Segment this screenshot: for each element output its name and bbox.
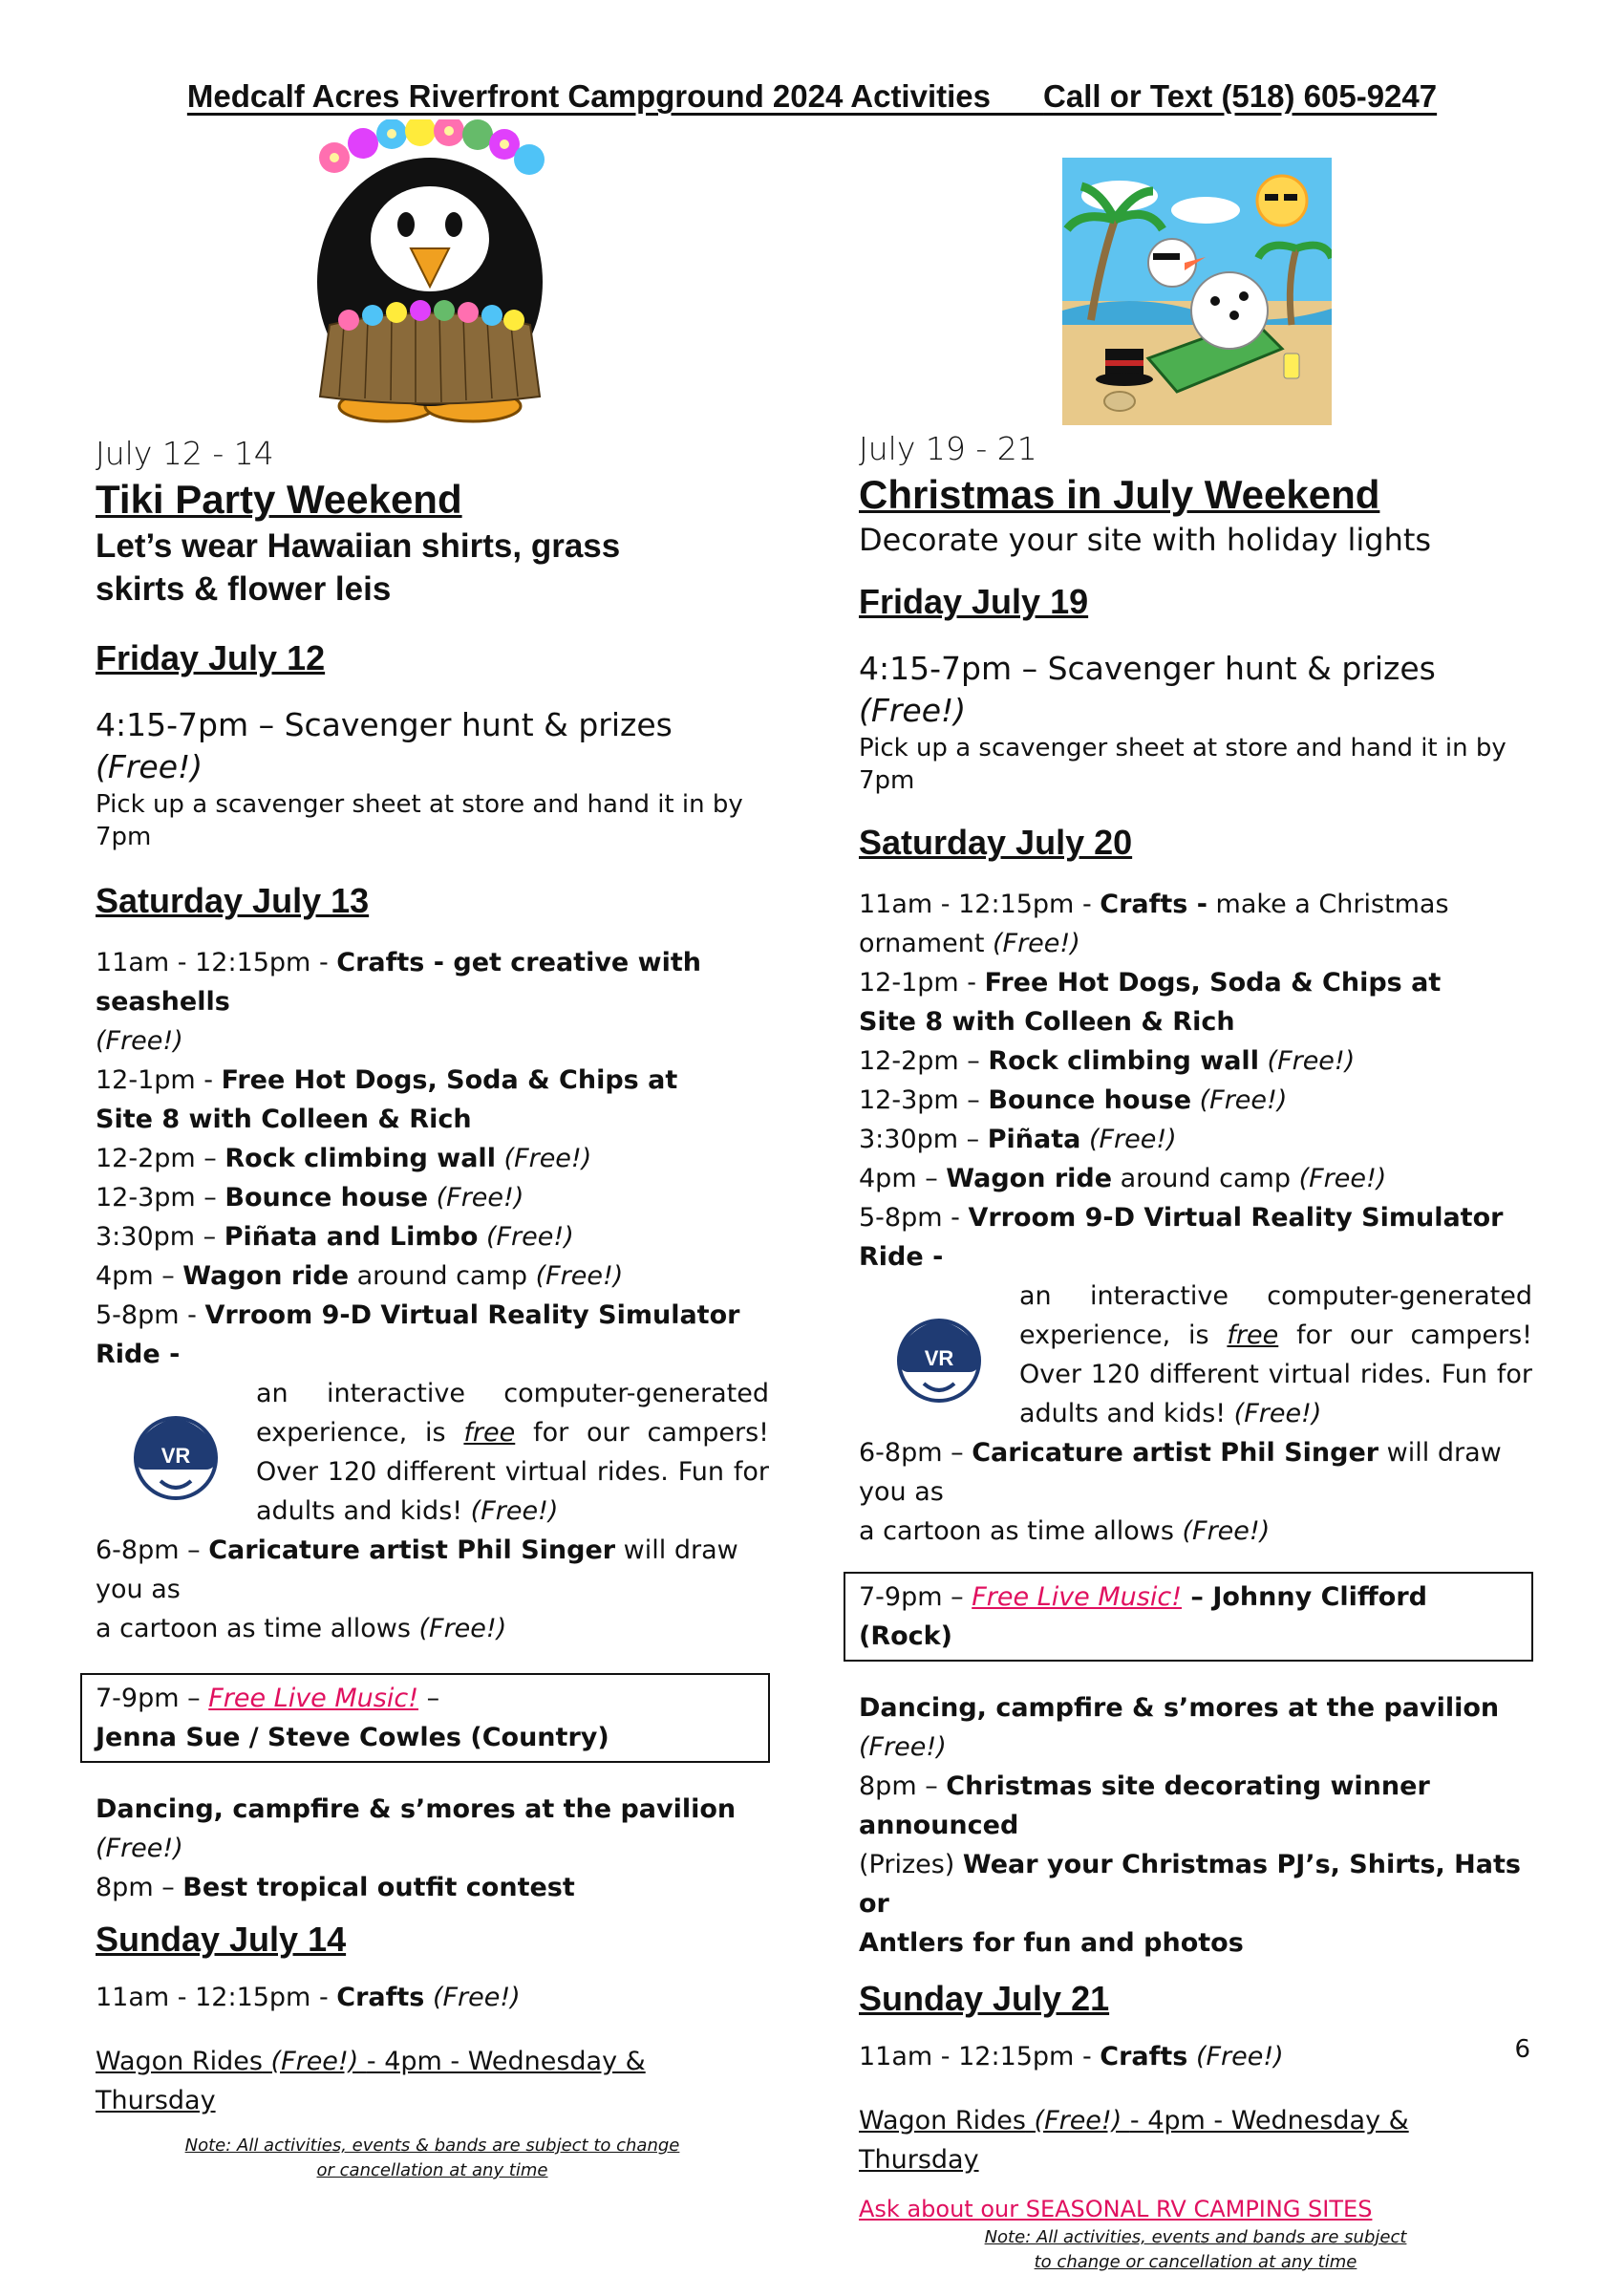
list-item: ornament (Free!) <box>859 929 1080 958</box>
seasonal-rv-sites-link[interactable]: Ask about our SEASONAL RV CAMPING SITES <box>859 2196 1373 2222</box>
left-sunday-crafts: 11am - 12:15pm - Crafts (Free!) <box>96 1983 521 2012</box>
right-friday-note: Pick up a scavenger sheet at store and hand it in by 7pm <box>859 734 1506 795</box>
page-number: 6 <box>1514 2035 1530 2064</box>
left-friday-note: Pick up a scavenger sheet at store and hand it in by 7pm <box>96 790 743 851</box>
list-item: 5-8pm - Vrroom 9-D Virtual Reality Simulator Ride - <box>96 1300 740 1369</box>
vr-block <box>96 1374 769 1531</box>
left-tagline-2: skirts & flower leis <box>96 570 392 608</box>
left-theme-title: Tiki Party Weekend <box>96 477 462 522</box>
right-note-line-2: to change or cancellation at any time <box>1034 2252 1357 2272</box>
list-item: 12-1pm - Free Hot Dogs, Soda & Chips at <box>96 1065 678 1095</box>
right-friday-activity: 4:15-7pm – Scavenger hunt & prizes (Free!) <box>859 650 1436 729</box>
left-column <box>96 435 769 2183</box>
svg-text:VR: VR <box>924 1345 954 1370</box>
free-live-music-link[interactable]: Free Live Music! <box>972 1582 1183 1612</box>
left-friday-activity: 4:15-7pm – Scavenger hunt & prizes (Free!) <box>96 706 673 785</box>
right-christmas-winner: 8pm – Christmas site decorating winner announced <box>859 1771 1430 1840</box>
list-item: 6-8pm – Caricature artist Phil Singer will draw you as <box>859 1438 1502 1507</box>
left-sunday-heading: Sunday July 14 <box>96 1920 347 1959</box>
left-friday-heading: Friday July 12 <box>96 638 326 677</box>
list-item: 12-3pm – Bounce house (Free!) <box>96 1183 524 1213</box>
header-title: Medcalf Acres Riverfront Campground 2024 Activities <box>186 78 991 114</box>
vr-description: an interactive computer-generated experience, is free for our campers! Over 120 different virtual rides. Fun for adults and kids! (Free!) <box>1019 1281 1532 1428</box>
list-item: 12-2pm – Rock climbing wall (Free!) <box>859 1046 1356 1076</box>
right-friday-heading: Friday July 19 <box>859 582 1089 621</box>
vr-headset-icon <box>891 1305 987 1406</box>
beach-snowman-illustration <box>1062 158 1332 429</box>
list-item: 11am - 12:15pm - Crafts - get creative with seashells <box>96 948 701 1017</box>
left-tagline-1: Let’s wear Hawaiian shirts, grass <box>96 527 621 565</box>
list-item: Site 8 with Colleen & Rich <box>96 1105 472 1134</box>
right-note-line-1: Note: All activities, events and bands are subject <box>984 2227 1407 2247</box>
list-item: 4pm – Wagon ride around camp (Free!) <box>859 1164 1387 1193</box>
list-item: a cartoon as time allows (Free!) <box>859 1516 1271 1546</box>
vr-description: an interactive computer-generated experience, is free for our campers! Over 120 different virtual rides. Fun for adults and kids! (Free!) <box>256 1379 769 1526</box>
list-item: (Free!) <box>96 1026 183 1056</box>
list-item: 12-2pm – Rock climbing wall (Free!) <box>96 1144 592 1173</box>
left-note-line-1: Note: All activities, events & bands are subject to change <box>184 2135 680 2156</box>
svg-text:VR: VR <box>160 1443 191 1468</box>
right-saturday-heading: Saturday July 20 <box>859 823 1133 862</box>
left-dancing: Dancing, campfire & s’mores at the pavilion (Free!) <box>96 1794 737 1863</box>
right-sunday-crafts: 11am - 12:15pm - Crafts (Free!) <box>859 2042 1284 2071</box>
right-christmas-prizes: (Prizes) Wear your Christmas PJ’s, Shirts, Hats or <box>859 1850 1521 1919</box>
free-live-music-link[interactable]: Free Live Music! <box>208 1684 419 1713</box>
list-item: 4pm – Wagon ride around camp (Free!) <box>96 1261 624 1291</box>
list-item: 12-1pm - Free Hot Dogs, Soda & Chips at <box>859 968 1442 998</box>
right-tagline: Decorate your site with holiday lights <box>859 522 1432 558</box>
right-theme-title: Christmas in July Weekend <box>859 472 1380 517</box>
page-header <box>0 78 1624 115</box>
right-sunday-heading: Sunday July 21 <box>859 1979 1110 2018</box>
vr-block <box>859 1277 1532 1433</box>
right-live-music-box: 7-9pm – Free Live Music! – Johnny Clifford (Rock) <box>844 1572 1533 1662</box>
right-dates: July 19 - 21 <box>859 430 1037 467</box>
list-item: 12-3pm – Bounce house (Free!) <box>859 1085 1288 1115</box>
left-saturday-list <box>96 943 769 1648</box>
left-dates: July 12 - 14 <box>96 435 274 472</box>
right-saturday-list <box>859 885 1532 1551</box>
vr-headset-icon <box>128 1403 224 1503</box>
tiki-penguin-illustration <box>296 119 564 429</box>
left-saturday-heading: Saturday July 13 <box>96 881 370 920</box>
right-dancing: Dancing, campfire & s’mores at the pavilion (Free!) <box>859 1693 1500 1762</box>
right-column <box>859 430 1532 2275</box>
left-wagon-rides: Wagon Rides (Free!) - 4pm - Wednesday & Thursday <box>96 2047 646 2115</box>
right-wagon-rides: Wagon Rides (Free!) - 4pm - Wednesday & Thursday <box>859 2106 1409 2175</box>
left-contest: 8pm – Best tropical outfit contest <box>96 1873 575 1902</box>
list-item: 3:30pm – Piñata and Limbo (Free!) <box>96 1222 574 1252</box>
list-item: 3:30pm – Piñata (Free!) <box>859 1125 1177 1154</box>
list-item: 5-8pm - Vrroom 9-D Virtual Reality Simulator Ride - <box>859 1203 1504 1272</box>
list-item: Site 8 with Colleen & Rich <box>859 1007 1235 1037</box>
right-christmas-antlers: Antlers for fun and photos <box>859 1928 1244 1958</box>
list-item: 6-8pm – Caricature artist Phil Singer will draw you as <box>96 1535 738 1604</box>
header-phone: Call or Text (518) 605-9247 <box>1043 78 1438 114</box>
left-note-line-2: or cancellation at any time <box>316 2160 548 2180</box>
list-item: 11am - 12:15pm - Crafts - make a Christmas <box>859 890 1449 919</box>
left-live-music-box: 7-9pm – Free Live Music! – Jenna Sue / Steve Cowles (Country) <box>80 1673 770 1763</box>
list-item: a cartoon as time allows (Free!) <box>96 1614 507 1643</box>
